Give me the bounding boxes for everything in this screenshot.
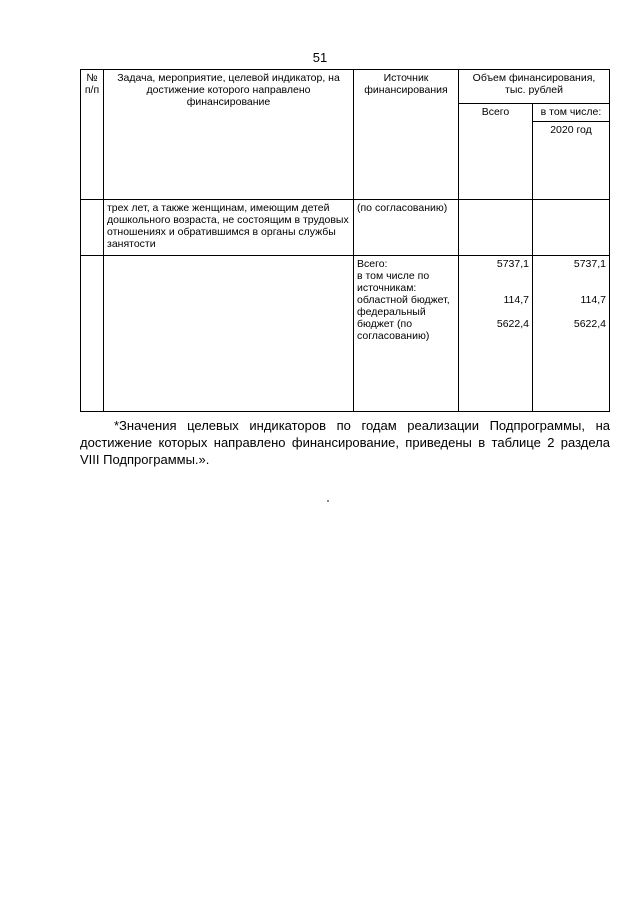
year-all: 5737,1 — [573, 258, 606, 270]
row1-year — [533, 200, 610, 256]
total-regional: 114,7 — [503, 294, 529, 306]
header-year: 2020 год — [533, 122, 610, 200]
financing-table — [80, 69, 610, 412]
header-task: Задача, мероприятие, целевой индикатор, на достижение которого направлено финансирование — [104, 70, 354, 200]
row1-task: трех лет, а также женщинам, имеющим детей дошкольного возраста, не состоящим в трудовых отношениях и обратившимся в органы службы занятости — [104, 200, 354, 256]
footnote: *Значения целевых индикаторов по годам реализации Подпрограммы, на достижение которых направлено финансирование, приведены в таблице 2 раздела VIII Подпрограммы.». — [80, 418, 610, 467]
total-all: 5737,1 — [496, 258, 529, 270]
source-including: в том числе по источникам: — [357, 270, 430, 294]
header-volume: Объем финансирования, тыс. рублей — [459, 70, 610, 104]
source-federal: федеральный бюджет (по согласованию) — [357, 306, 430, 342]
year-federal: 5622,4 — [573, 318, 606, 330]
row2-task — [104, 256, 354, 412]
source-regional: областной бюджет, — [357, 294, 450, 306]
row1-total — [459, 200, 533, 256]
row1-num — [81, 200, 104, 256]
page-number: 51 — [312, 50, 328, 65]
row2-total — [459, 256, 533, 412]
header-num: № п/п — [81, 70, 104, 200]
scan-dot — [327, 500, 329, 502]
header-including: в том числе: — [533, 104, 610, 122]
row2-source — [354, 256, 459, 412]
total-federal: 5622,4 — [496, 318, 529, 330]
row2-year — [533, 256, 610, 412]
year-regional: 114,7 — [580, 294, 606, 306]
row2-num — [81, 256, 104, 412]
source-all: Всего: — [357, 258, 388, 270]
header-total: Всего — [459, 104, 533, 200]
header-source: Источник финансирования — [354, 70, 459, 200]
row1-source: (по согласованию) — [354, 200, 459, 256]
